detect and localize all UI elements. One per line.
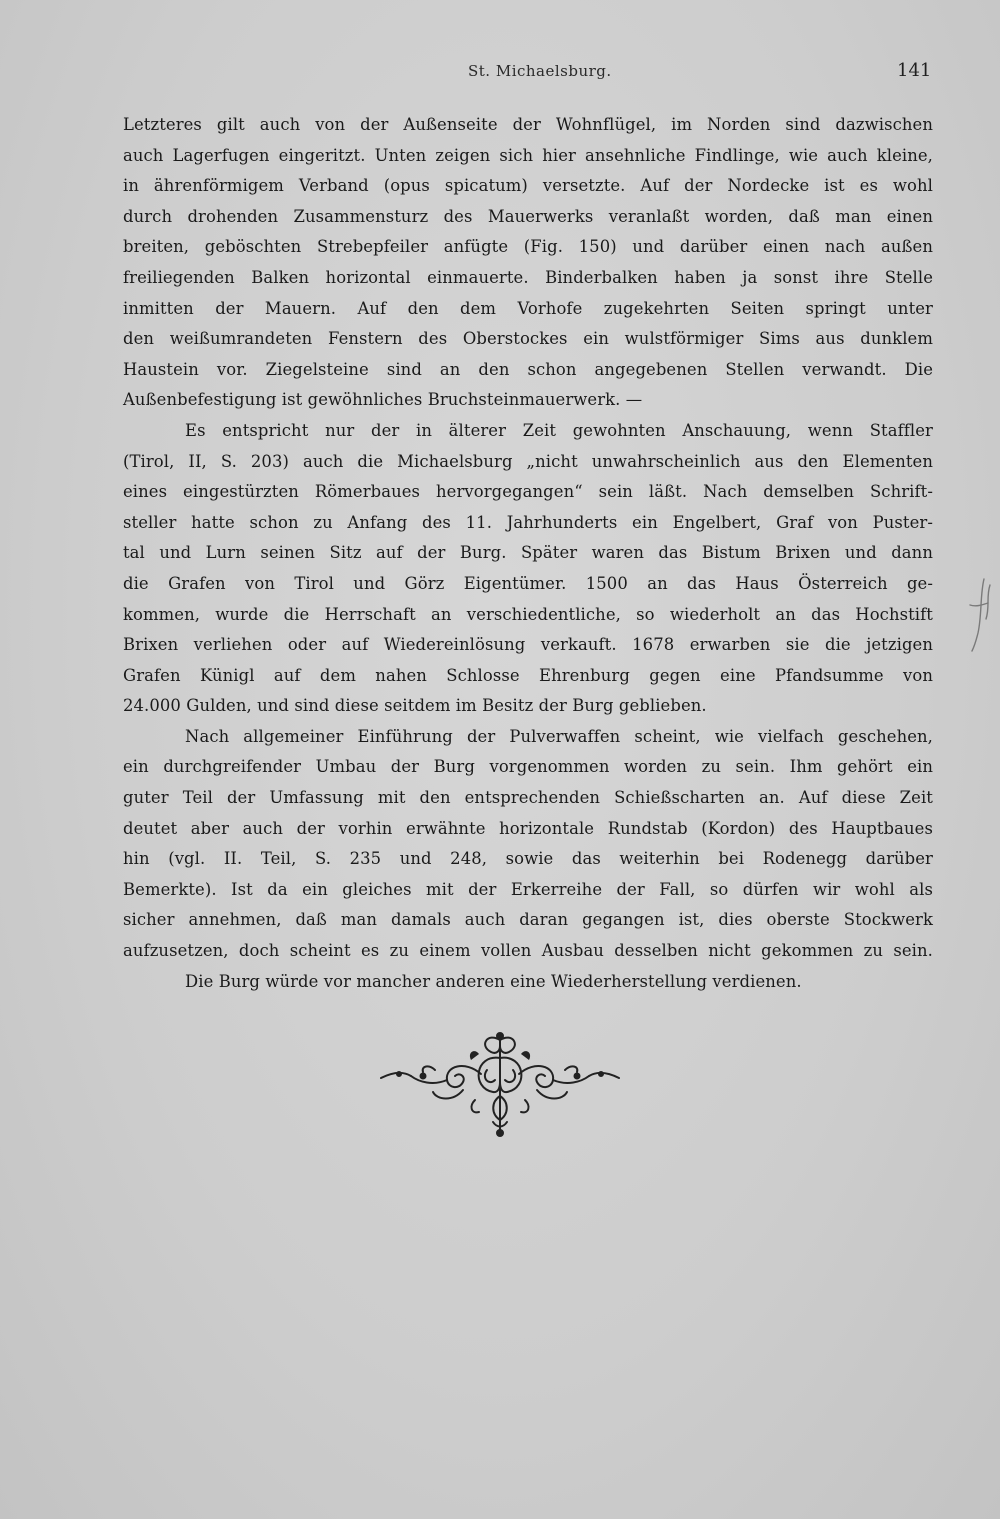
text-line: deutet aber auch der vorhin erwähnte horizontale Rundstab (Kordon) des Hauptbaues [123,818,933,838]
vignette-ornament-icon [375,1030,625,1140]
running-head [0,60,1000,90]
text-line: ein durchgreifender Umbau der Burg vorgenommen worden zu sein. Ihm gehört ein [123,757,933,777]
text-line: Es entspricht nur der in älterer Zeit gewohnten Anschauung, wenn Staffler [185,420,933,440]
text-line: freiliegenden Balken horizontal einmauerte. Binderbalken haben ja sonst ihre Stelle [123,267,933,287]
text-line: guter Teil der Umfassung mit den entsprechenden Schießscharten an. Auf diese Zeit [123,788,933,808]
text-line: 24.000 Gulden, und sind diese seitdem im Besitz der Burg geblieben. [123,696,707,716]
text-line: Letzteres gilt auch von der Außenseite der Wohnflügel, im Norden sind dazwischen [123,115,933,134]
text-line: kommen, wurde die Herrschaft an verschiedentliche, so wiederholt an das Hochstift [123,604,933,624]
text-line: Außenbefestigung ist gewöhnliches Bruchsteinmauerwerk. — [123,390,643,410]
text-line: steller hatte schon zu Anfang des 11. Jahrhunderts ein Engelbert, Graf von Puster- [123,512,933,532]
text-line: sicher annehmen, daß man damals auch daran gegangen ist, dies oberste Stockwerk [123,910,933,930]
text-line: (Tirol, II, S. 203) auch die Michaelsburg „nicht unwahrscheinlich aus den Elementen [123,451,933,471]
text-line: Brixen verliehen oder auf Wiedereinlösung verkauft. 1678 erwarben sie die jetzigen [123,635,933,655]
pencil-mark-icon [960,575,1000,655]
text-line: aufzusetzen, doch scheint es zu einem vollen Ausbau desselben nicht gekommen zu sein. [123,941,933,961]
text-line: durch drohenden Zusammensturz des Mauerwerks veranlaßt worden, daß man einen [123,206,933,226]
page-number: 141 [897,60,932,81]
text-line: tal und Lurn seinen Sitz auf der Burg. Später waren das Bistum Brixen und dann [123,543,933,563]
text-line: in ährenförmigem Verband (opus spicatum) versetzte. Auf der Nordecke ist es wohl [123,176,933,196]
running-title: St. Michaelsburg. [468,62,612,80]
text-line: auch Lagerfugen eingeritzt. Unten zeigen sich hier ansehnliche Findlinge, wie auch kleine, [123,145,933,165]
text-line: eines eingestürzten Römerbaues hervorgegangen“ sein läßt. Nach demselben Schrift- [123,482,933,502]
text-line: Haustein vor. Ziegelsteine sind an den schon angegebenen Stellen verwandt. Die [123,359,933,379]
text-line: breiten, geböschten Strebepfeiler anfügte (Fig. 150) und darüber einen nach außen [123,237,933,257]
text-line: hin (vgl. II. Teil, S. 235 und 248, sowie das weiterhin bei Rodenegg darüber [123,849,933,869]
text-line: Die Burg würde vor mancher anderen eine Wiederherstellung verdienen. [185,971,802,991]
body-text [123,110,933,997]
text-line: inmitten der Mauern. Auf den dem Vorhofe zugekehrten Seiten springt unter [123,298,933,318]
text-line: den weißumrandeten Fenstern des Oberstockes ein wulstförmiger Sims aus dunklem [123,329,933,349]
text-line: Bemerkte). Ist da ein gleiches mit der Erkerreihe der Fall, so dürfen wir wohl als [123,879,933,899]
text-line: die Grafen von Tirol und Görz Eigentümer. 1500 an das Haus Österreich ge- [123,573,933,593]
text-line: Grafen Künigl auf dem nahen Schlosse Ehrenburg gegen eine Pfandsumme von [123,665,933,685]
text-line: Nach allgemeiner Einführung der Pulverwaffen scheint, wie vielfach geschehen, [185,726,933,746]
